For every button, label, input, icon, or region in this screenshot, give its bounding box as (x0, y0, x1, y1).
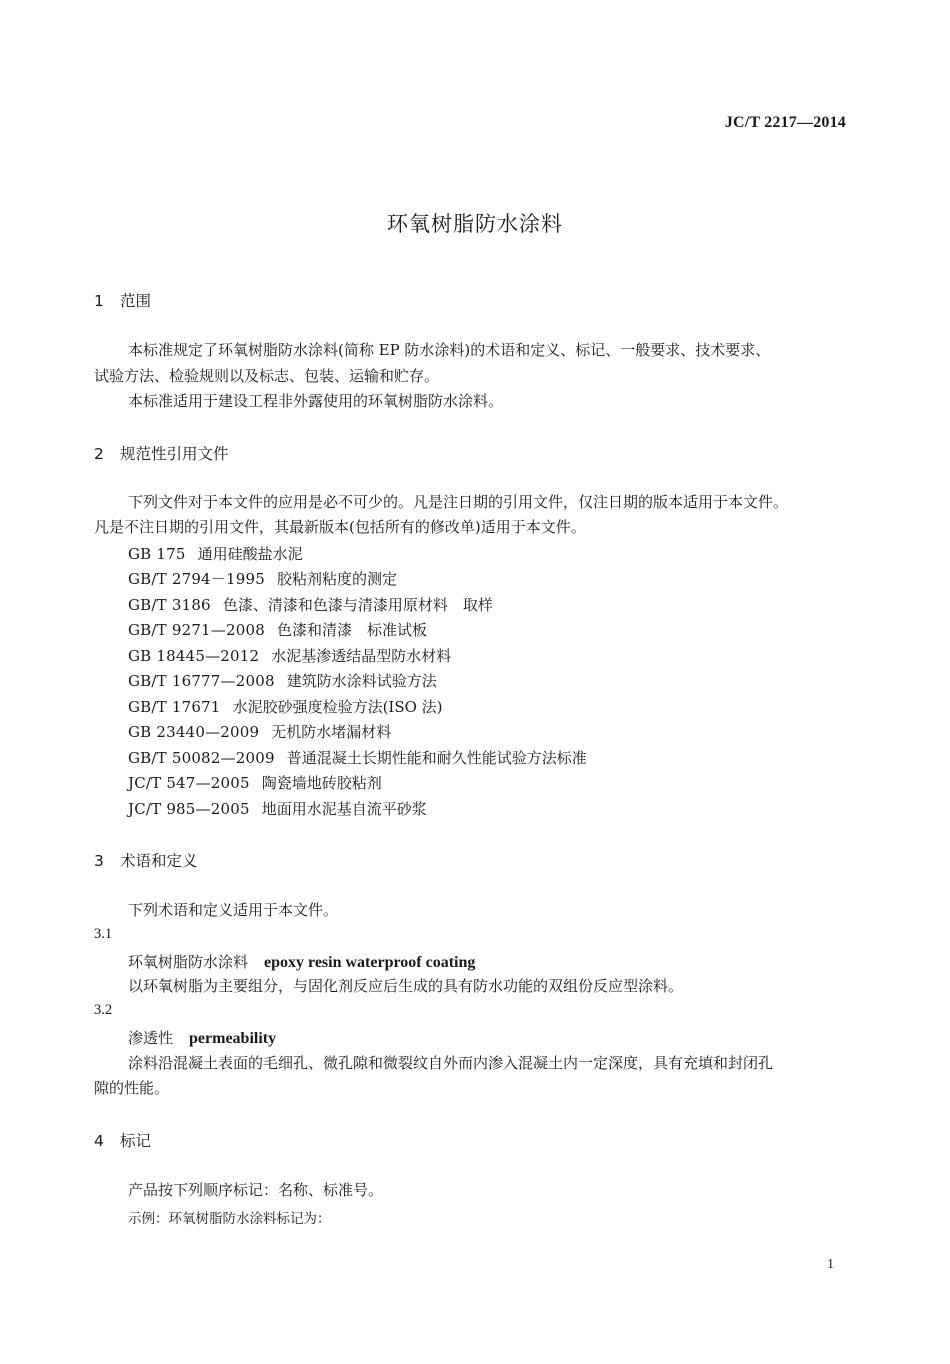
paragraph-line: 凡是不注日期的引用文件，其最新版本(包括所有的修改单)适用于本文件。 (94, 518, 586, 536)
term-number: 3.2 (94, 1002, 113, 1018)
section-4-heading (94, 1129, 151, 1151)
reference-name: 色漆和清漆 标准试板 (276, 621, 427, 639)
reference-code: GB 18445—2012 (128, 647, 260, 665)
reference-item (128, 670, 437, 691)
term-number: 3.1 (94, 926, 113, 942)
reference-code: GB/T 2794－1995 (128, 570, 265, 588)
standard-code: JC/T 2217—2014 (724, 114, 846, 131)
reference-item (128, 645, 451, 666)
reference-item (128, 619, 427, 640)
section-title: 术语和定义 (120, 852, 198, 870)
reference-code: GB 23440—2009 (128, 723, 260, 741)
term-english: permeability (189, 1030, 277, 1047)
paragraph-line: 产品按下列顺序标记：名称、标准号。 (128, 1181, 384, 1199)
reference-name: 水泥基渗透结晶型防水材料 (271, 647, 452, 665)
document-title: 环氧树脂防水涂料 (387, 212, 563, 236)
reference-name: 陶瓷墙地砖胶粘剂 (261, 774, 382, 792)
term-definition: 以环氧树脂为主要组分，与固化剂反应后生成的具有防水功能的双组份反应型涂料。 (128, 977, 684, 995)
reference-item (128, 594, 493, 615)
reference-name: 胶粘剂粘度的测定 (276, 570, 397, 588)
reference-name: 通用硅酸盐水泥 (197, 545, 303, 563)
reference-item (128, 747, 587, 768)
term-definition: 隙的性能。 (94, 1079, 170, 1097)
reference-item (128, 772, 382, 793)
reference-name: 建筑防水涂料试验方法 (286, 672, 437, 690)
reference-name: 普通混凝土长期性能和耐久性能试验方法标准 (286, 749, 587, 767)
reference-item (128, 568, 397, 589)
paragraph-line: 试验方法、检验规则以及标志、包装、运输和贮存。 (94, 367, 440, 385)
section-number: 4 (94, 1132, 104, 1150)
section-title: 规范性引用文件 (120, 445, 229, 463)
reference-code: JC/T 547—2005 (128, 774, 250, 792)
term-english: epoxy resin waterproof coating (264, 954, 476, 971)
section-number: 1 (94, 292, 104, 310)
reference-code: GB/T 17671 (128, 698, 221, 716)
reference-name: 水泥胶砂强度检验方法(ISO 法) (232, 698, 443, 716)
section-1-heading (94, 289, 151, 311)
term-definition: 涂料沿混凝土表面的毛细孔、微孔隙和微裂纹自外而内渗入混凝土内一定深度，具有充填和封闭孔 (128, 1054, 774, 1072)
reference-name: 地面用水泥基自流平砂浆 (261, 800, 427, 818)
paragraph-line: 下列文件对于本文件的应用是必不可少的。凡是注日期的引用文件，仅注日期的版本适用于本文件。 (128, 493, 789, 511)
section-title: 标记 (120, 1132, 152, 1150)
reference-item (128, 721, 391, 742)
reference-item (128, 696, 443, 717)
reference-code: JC/T 985—2005 (128, 800, 250, 818)
example-note: 示例：环氧树脂防水涂料标记为： (128, 1211, 331, 1227)
reference-item (128, 543, 303, 564)
term-chinese: 渗透性 (128, 1029, 174, 1047)
section-title: 范围 (120, 292, 152, 310)
paragraph-line: 本标准适用于建设工程非外露使用的环氧树脂防水涂料。 (128, 392, 504, 410)
reference-item (128, 798, 427, 819)
reference-code: GB/T 3186 (128, 596, 211, 614)
page-number: 1 (827, 1257, 834, 1272)
reference-name: 无机防水堵漏材料 (271, 723, 392, 741)
reference-code: GB 175 (128, 545, 186, 563)
section-3-heading (94, 849, 198, 871)
reference-code: GB/T 50082—2009 (128, 749, 275, 767)
section-2-heading (94, 442, 229, 464)
reference-code: GB/T 16777—2008 (128, 672, 275, 690)
section-number: 2 (94, 445, 104, 463)
term-chinese: 环氧树脂防水涂料 (128, 953, 249, 971)
reference-name: 色漆、清漆和色漆与清漆用原材料 取样 (222, 596, 493, 614)
reference-code: GB/T 9271—2008 (128, 621, 265, 639)
paragraph-line: 本标准规定了环氧树脂防水涂料(简称 EP 防水涂料)的术语和定义、标记、一般要求、技术要求、 (128, 341, 771, 359)
paragraph-line: 下列术语和定义适用于本文件。 (128, 901, 339, 919)
term-heading (128, 1027, 276, 1048)
term-heading (128, 951, 475, 972)
section-number: 3 (94, 852, 104, 870)
